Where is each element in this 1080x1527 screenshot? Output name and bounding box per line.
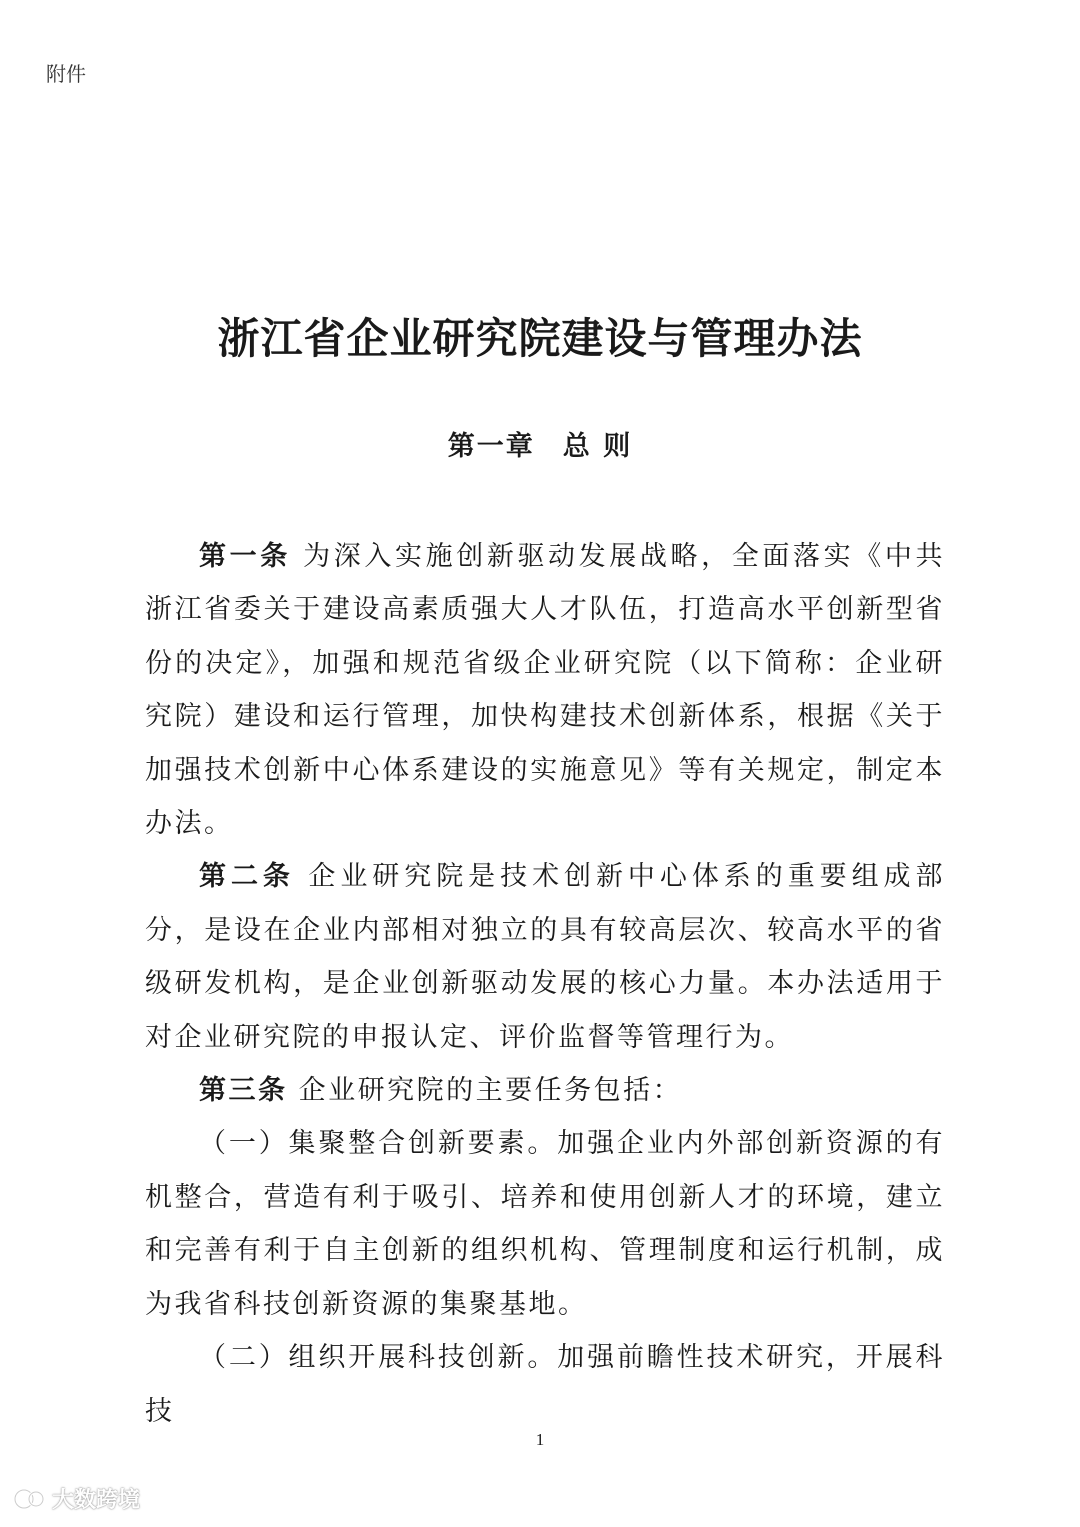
- document-title: 浙江省企业研究院建设与管理办法: [217, 314, 863, 363]
- article-label: 第一条: [199, 541, 291, 572]
- article-3: [145, 1064, 945, 1117]
- chapter-heading: [0, 424, 1080, 463]
- chapter-name: 总 则: [562, 431, 633, 462]
- article-text: 为深入实施创新驱动发展战略，全面落实《中共浙江省委关于建设高素质强大人才队伍，打造高水平创新型省份的决定》，加强和规范省级企业研究院（以下简称：企业研究院）建设和运行管理，加快构建技术创新体系，根据《关于加强技术创新中心体系建设的实施意见》等有关规定，制定本办法。: [145, 541, 946, 840]
- chapter-number: 第一章: [447, 431, 535, 462]
- page-number: 1: [535, 1430, 545, 1449]
- watermark-logo-icon: [12, 1487, 46, 1511]
- article-label: 第三条: [199, 1075, 288, 1107]
- attachment-label: 附件: [46, 62, 86, 86]
- article-label: 第二条: [199, 861, 295, 893]
- article-text: 企业研究院的主要任务包括：: [298, 1075, 683, 1107]
- article-2: [145, 850, 945, 1064]
- list-item: （一）集聚整合创新要素。加强企业内外部创新资源的有机整合，营造有利于吸引、培养和使用创新人才的环境，建立和完善有利于自主创新的组织机构、管理制度和运行机制，成为我省科技创新资源的集聚基地。: [145, 1128, 945, 1320]
- watermark-text: 大数跨境: [52, 1488, 141, 1513]
- document-body: [145, 530, 945, 1438]
- article-1: [145, 530, 945, 850]
- watermark: [12, 1483, 140, 1514]
- article-text: 企业研究院是技术创新中心体系的重要组成部分，是设在企业内部相对独立的具有较高层次、较高水平的省级研发机构，是企业创新驱动发展的核心力量。本办法适用于对企业研究院的申报认定、评价监督等管理行为。: [145, 861, 946, 1053]
- list-item: （二）组织开展科技创新。加强前瞻性技术研究，开展科技: [145, 1342, 945, 1427]
